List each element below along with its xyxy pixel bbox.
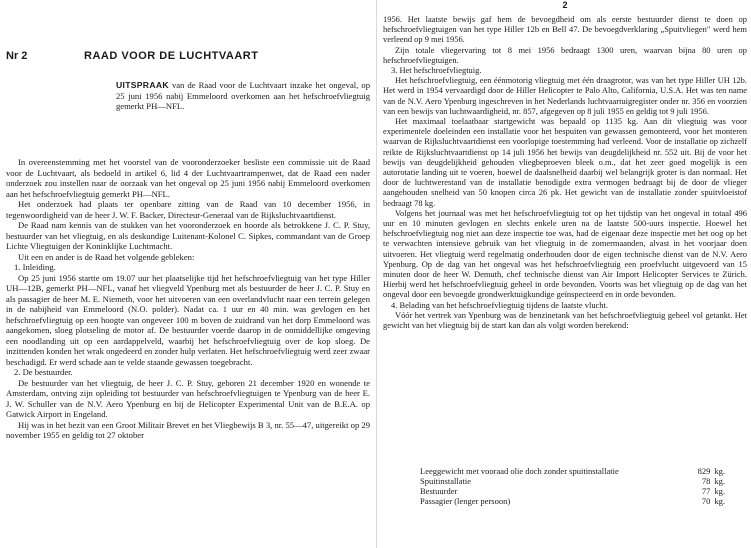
section-heading: 4. Belading van het hefschroefvliegtuig tijdens de laatste vlucht.: [391, 299, 608, 310]
paragraph: Volgens het journaal was met het hefschroefvliegtuig tot op het tijdstip van het ongeval in totaal 496 uur en 10 minuten gevlogen en slechts enkele uren na de laatste 500-uurs inspectie. Hoewel het hefschroefvliegtuig nog niet aan deze inspectie toe was, had de eigenaar deze inspectie met het oog op het te verwachten intensieve gebruik van het vliegtuig in de zomermaanden, alvast in het voorjaar doen uitvoeren. Het vliegtuig werd regelmatig onderhouden door de eigen technische dienst van de N.V. Aero Ypenburg. Op de dag van het ongeval was het hefschroefvliegtuig een proefvlucht uitgevoerd van 15 minuten door de heer W. Demuth, chef technische dienst van Air Import Helicopter Services te Zürich. Hierbij werd het hefschroefvliegtuig geheel in orde bevonden. Voorts was het vliegtuig op de dag van het ongeval door een bevoegde grondwerktuigkundige geïnspecteerd en in orde bevonden.: [383, 207, 747, 300]
weight-unit: kg.: [714, 496, 725, 506]
weight-value: 78: [701, 476, 711, 486]
weight-value: 77: [701, 486, 711, 496]
page-number: 2: [562, 0, 568, 10]
paragraph: In overeenstemming met het voorstel van de vooronderzoeker besliste een commissie uit de Raad voor de Luchtvaart, als bedoeld in artikel 6, lid 4 der Luchtvaartrampenwet, dat de Raad een nader onderzoek zou instellen naar de oorzaak van het ongeval op 25 juni 1956 nabij Emmeloord overkomen aan het hefschroefvliegtuig gemerkt PH—NFL.: [6, 157, 370, 199]
weight-table: [419, 466, 737, 506]
weight-label: Passagier (lenger persoon): [420, 496, 511, 506]
left-body: [6, 157, 370, 441]
paragraph: 1956. Het laatste bewijs gaf hem de bevoegdheid om als eerste bestuurder dienst te doen op hefschroefvliegtuigen van het type Hiller 12b en Bell 47. De bevoegdverklaring „Spuitvliegen" werd hem verleend op 9 mei 1956.: [383, 14, 747, 45]
table-row: [419, 496, 737, 506]
paragraph: Het onderzoek had plaats ter openbare zitting van de Raad van 10 december 1956, in tegenwoordigheid van de heer J. W. F. Backer, Directeur-Generaal van de Rijksluchtvaartdienst.: [6, 199, 370, 220]
paragraph: Op 25 juni 1956 startte om 19.07 uur het plaatselijke tijd het hefschroefvliegtuig van het type Hiller UH—12B, gemerkt PH—NFL, vanaf het vliegveld Ypenburg met als bestuurder de heer J. C. P. Stuy en als passagier de heer M. E. Niemeth, voor het uitvoeren van een overlandvlucht naar een terrein gelegen in de nabijheid van Emmeloord (N.O. polder). Nadat ca. 1 uur en 40 min. was gevlogen en het hefschroefvliegtuig op een hoogte van ongeveer 100 m boven de zuidrand van het dorp Emmeloord was aangekomen, sloeg plotseling de motor af. De bestuurder voerde daarop in de onmiddellijke omgeving een noodlanding uit op een aardappelveld, waarbij het hefschroefvliegtuig over de kop sloeg. De inzittenden konden het wrak ongedeerd en zonder hulp verlaten. Het hefschroefvliegtuig werd zeer zwaar beschadigd. Er werd schade aan te velde staande gewassen toegebracht.: [6, 272, 370, 367]
paragraph: De Raad nam kennis van de stukken van het vooronderzoek en hoorde als betrokkene J. C. P. Stuy, bestuurder van het vliegtuig, en als deskundige Luitenant-Kolonel C. Sipkes, commandant van de Groep Lichte Vliegtuigen der Koninklijke Luchtmacht.: [6, 220, 370, 251]
table-row: [419, 486, 737, 496]
section-heading: 1. Inleiding.: [14, 262, 56, 272]
page-title: RAAD VOOR DE LUCHTVAART: [84, 50, 259, 62]
header: [6, 50, 372, 64]
paragraph: Het hefschroefvliegtuig, een éénmotorig vliegtuig met één draagrotor, was van het type Hiller UH 12b. Het werd in 1954 vervaardigd door de Hiller Helicopter te Palo Alto, California, U.S.A. Het was ten name van de N.V. Aero Ypenburg ingeschreven in het Nederlands luchtvaartuigregister onder nr. 356 en voorzien van een bewijs van luchtwaardigheid, nr. 857, afgegeven op 8 juli 1955 en geldig tot 9 juli 1956.: [383, 75, 747, 116]
paragraph: Hij was in het bezit van een Groot Militair Brevet en het Vliegbewijs B 3, nr. 55—47, uitgereikt op 29 november 1955 en geldig tot 27 oktober: [6, 419, 370, 440]
weight-value: 70: [701, 496, 711, 506]
section-heading: 2. De bestuurder.: [14, 367, 73, 377]
intro-text: van de Raad voor de Luchtvaart inzake het ongeval, op 25 juni 1956 nabij Emmeloord overkomen aan het hefschroefvliegtuig gemerkt PH—NFL.: [116, 80, 370, 111]
weight-unit: kg.: [714, 466, 725, 476]
paragraph: Zijn totale vliegervaring tot 8 mei 1956 bedraagt 1300 uren, waarvan bijna 80 uren op hefschroefvliegtuigen.: [383, 44, 747, 65]
table-row: [419, 466, 737, 476]
intro-lead: UITSPRAAK: [116, 80, 169, 90]
weight-label: Spuitinstallatie: [420, 476, 471, 486]
issue-number: Nr 2: [6, 50, 28, 62]
right-column: [379, 0, 751, 548]
weight-label: Leeggewicht met vooraad olie doch zonder spuitinstallatie: [420, 466, 619, 476]
paragraph: Het maximaal toelaatbaar startgewicht was bepaald op 1135 kg. Aan dit vliegtuig was voor experimentele doeleinden een installatie voor het bespuiten van gewassen gemonteerd, voor het monteren waarvan de Rijksluchtvaartdienst een voorlopige toestemming had verleend. Voor de installatie op zichzelf reikte de Rijksluchtvaartdienst op 14 juli 1956 het bewijs van deugdelijkheid nr. 552 uit. Bij de voor het bewijs van deugdelijkheid gehouden vliegbeproeven bleek o.m., dat het zeer goed mogelijk is een autorotatie landing uit te voeren, hoewel de daalsnelheid daarbij wel belangrijk groter is dan normaal. Het door de luchtwerestand van de installatie benodigde extra vermogen bedraagt bij de door de vlieger aangehouden snelheid van 50 knopen circa 26 pk. Het gewicht van de installatie zonder spuitvloeistof bedraagt 78 kg.: [383, 116, 747, 208]
paragraph: Uit een en ander is de Raad het volgende gebleken:: [18, 251, 195, 262]
right-body: [383, 14, 747, 330]
paragraph: De bestuurder van het vliegtuig, de heer J. C. P. Stuy, geboren 21 december 1920 en wonende te Amsterdam, ontving zijn opleiding tot bestuurder van hefschroefvliegtuigen te Ypenburg van de heer E. J. W. Schuller van de N.V. Aero Ypenburg en bij de Helicopter Experimental Unit van de B.E.A. op Gatwick Airport in Engeland.: [6, 377, 370, 419]
weight-unit: kg.: [714, 476, 725, 486]
table-row: [419, 476, 737, 486]
weight-value: 829: [697, 466, 711, 476]
weight-unit: kg.: [714, 486, 725, 496]
section-heading: 3. Het hefschroefvliegtuig.: [391, 65, 482, 76]
intro-paragraph: [116, 80, 370, 112]
paragraph: Vóór het vertrek van Ypenburg was de benzinetank van het hefschroefvliegtuig geheel vol getankt. Het gewicht van het vliegtuig bij de start kan dan als volgt worden berekend:: [383, 309, 747, 331]
weight-label: Bestuurder: [420, 486, 458, 496]
